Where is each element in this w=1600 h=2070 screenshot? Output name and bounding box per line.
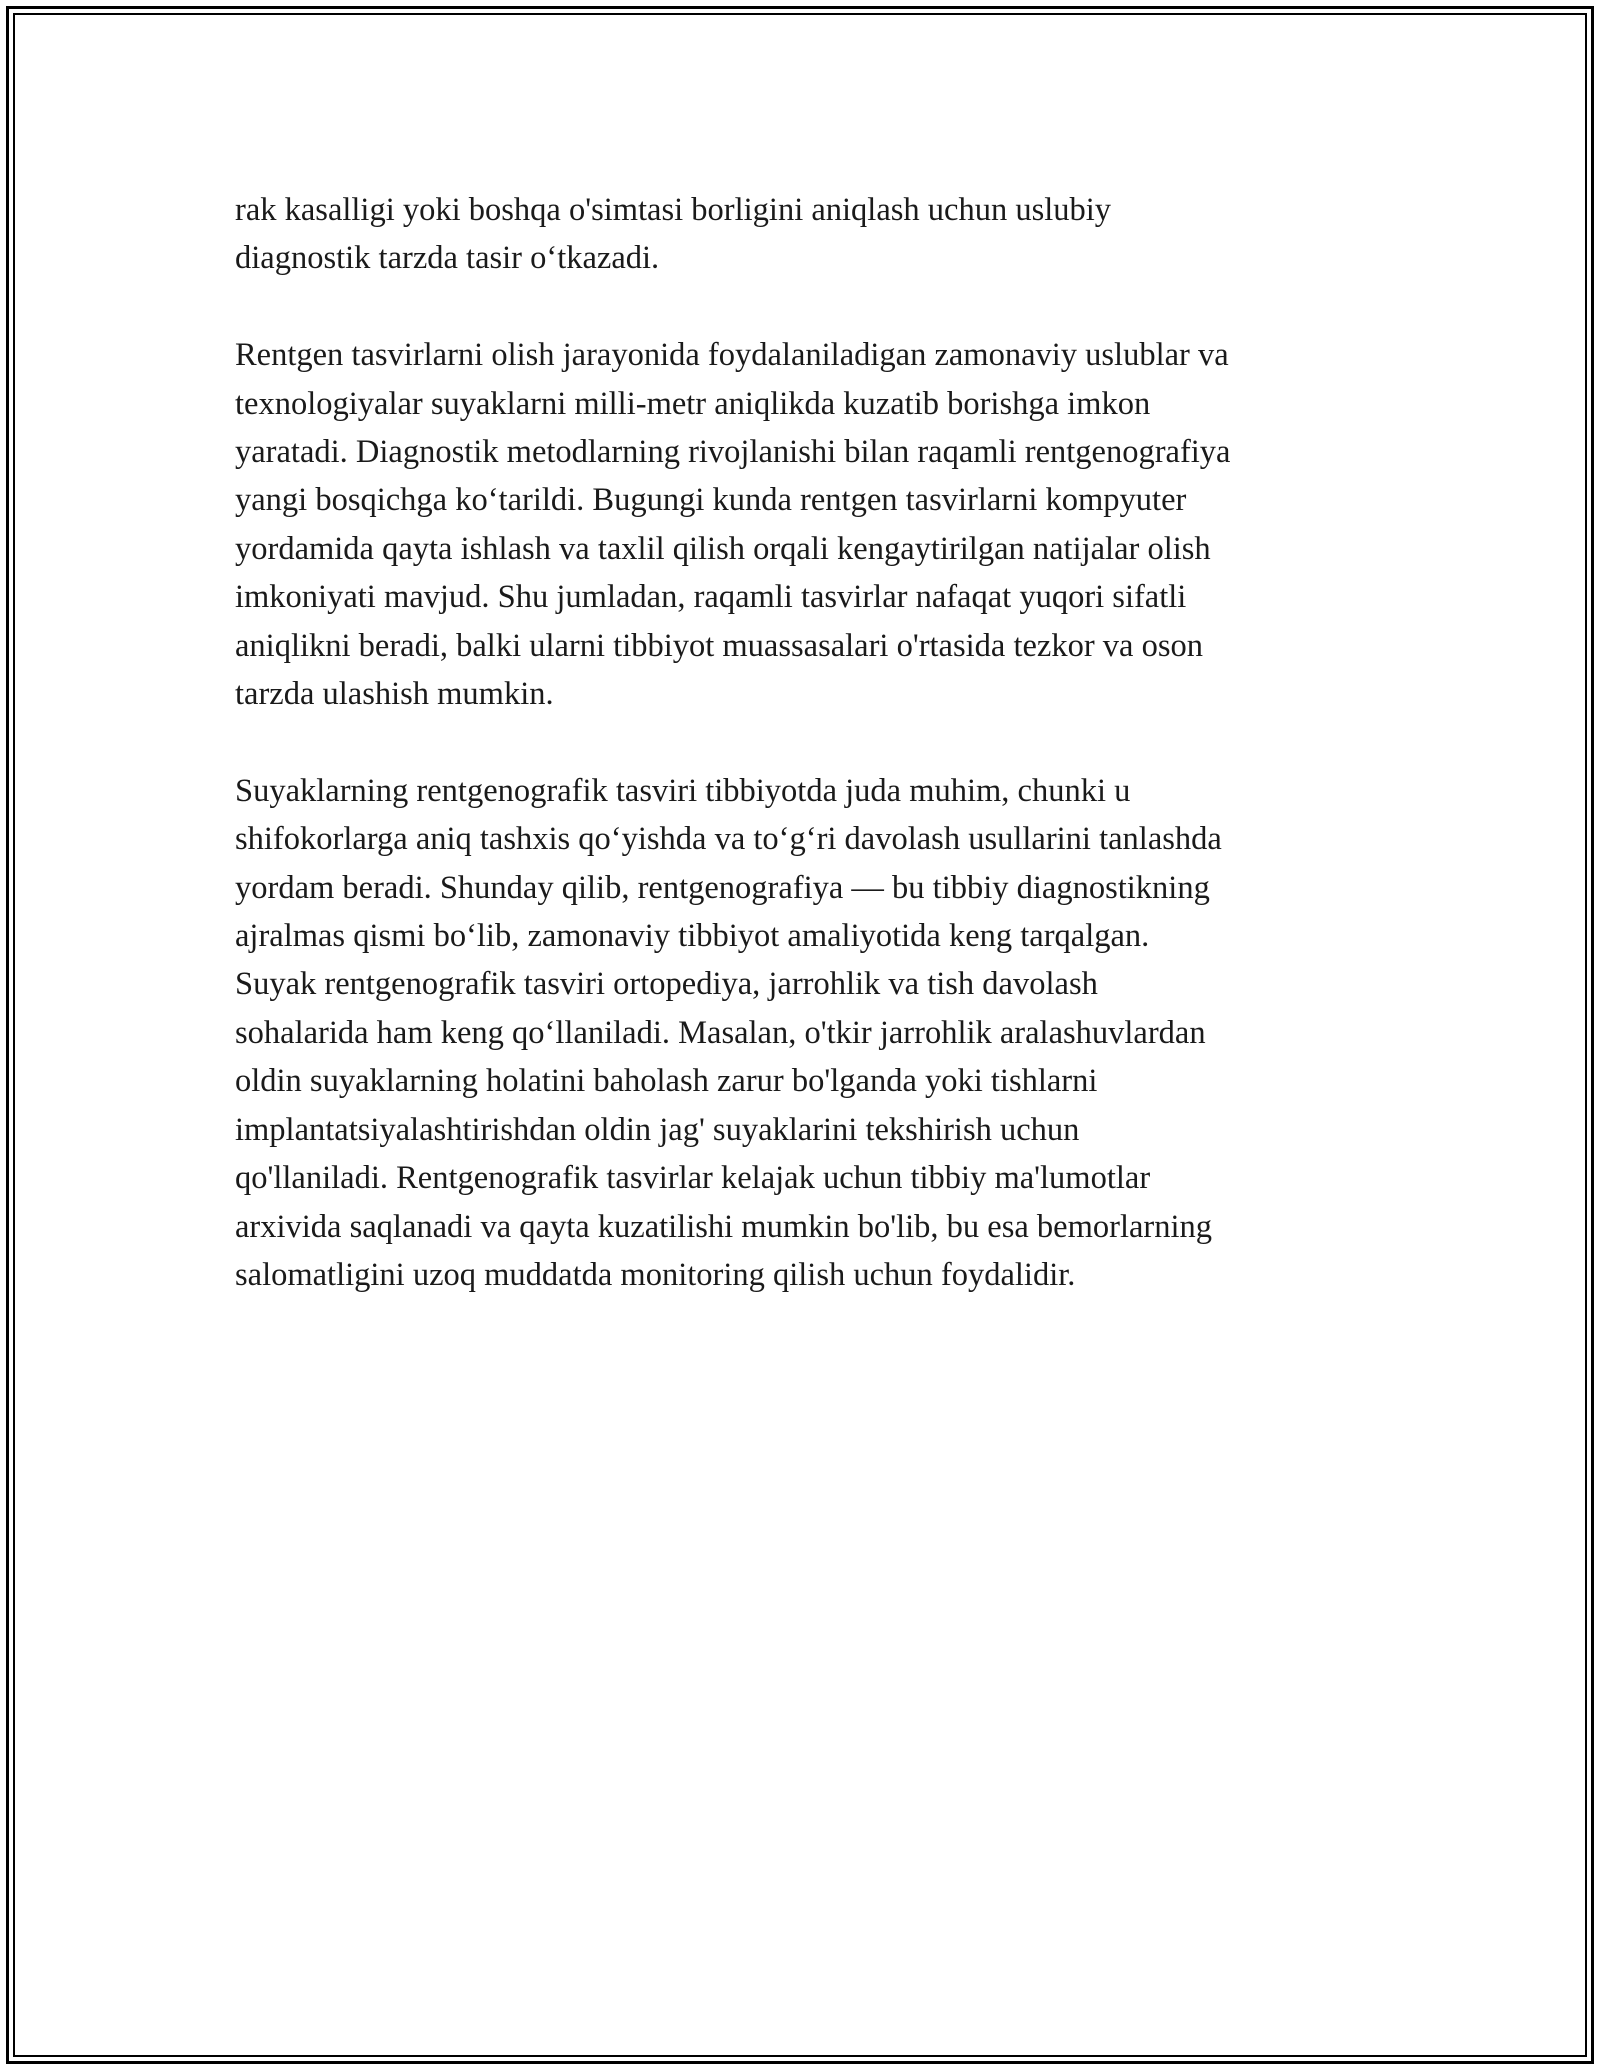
paragraph-3: Suyaklarning rentgenografik tasviri tibbiyotda juda muhim, chunki u shifokorlarga aniq tashxis qoʻyishda va toʻgʻri davolash usullarini tanlashda yordam beradi. Shunday qilib, rentgenografiya — bu tibbiy diagnostikning ajralmas qismi boʻlib, zamonaviy tibbiyot amaliyotida keng tarqalgan. Suyak rentgenografik tasviri ortopediya, jarrohlik va tish davolash sohalarida ham keng qoʻllaniladi. Masalan, o'tkir jarrohlik aralashuvlardan oldin suyaklarning holatini baholash zarur bo'lganda yoki tishlarni implantatsiyalashtirishdan oldin jag' suyaklarini tekshirish uchun qo'llaniladi. Rentgenografik tasvirlar kelajak uchun tibbiy ma'lumotlar arxivida saqlanadi va qayta kuzatilishi mumkin bo'lib, bu esa bemorlarning salomatligini uzoq muddatda monitoring qilish uchun foydalidir. <box>235 772 1222 1293</box>
paragraph-1: rak kasalligi yoki boshqa o'simtasi borligini aniqlash uchun uslubiy diagnostik tarzda tasir oʻtkazadi. <box>235 192 1112 277</box>
paragraph-2: Rentgen tasvirlarni olish jarayonida foydalaniladigan zamonaviy uslublar va texnologiyalar suyaklarni milli-metr aniqlikda kuzatib borishga imkon yaratadi. Diagnostik metodlarning rivojlanishi bilan raqamli rentgenografiya yangi bosqichga koʻtarildi. Bugungi kunda rentgen tasvirlarni kompyuter yordamida qayta ishlash va taxlil qilish orqali kengaytirilgan natijalar olish imkoniyati mavjud. Shu jumladan, raqamli tasvirlar nafaqat yuqori sifatli aniqlikni beradi, balki ularni tibbiyot muassasalari o'rtasida tezkor va oson tarzda ulashish mumkin. <box>235 337 1231 713</box>
document-body <box>235 186 1375 1348</box>
